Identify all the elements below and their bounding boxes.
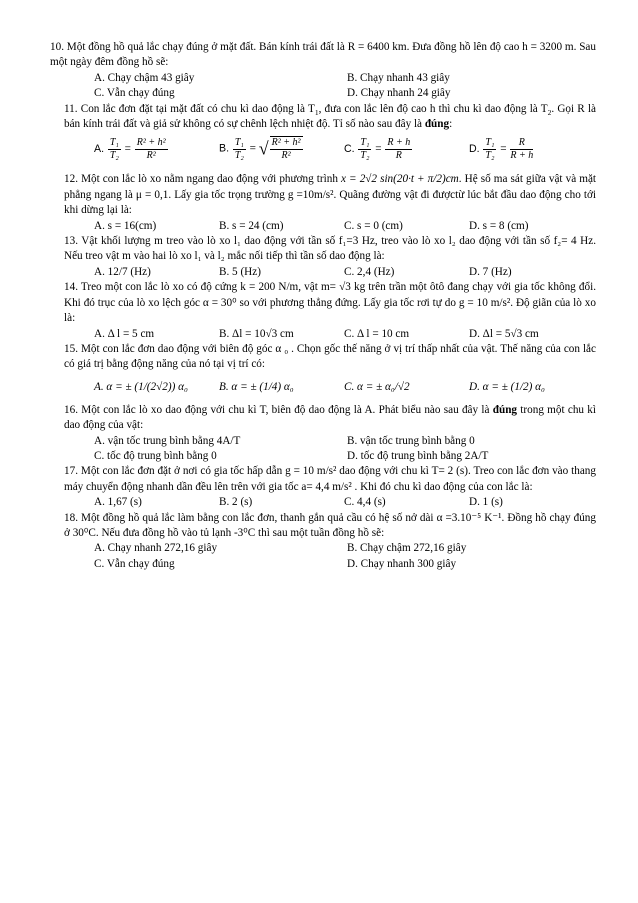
q11-d-lhs-num: T₁ — [485, 136, 495, 148]
q17-option-c[interactable]: C. 4,4 (s) — [344, 496, 386, 509]
q12-option-b[interactable]: B. s = 24 (cm) — [219, 219, 284, 232]
question-12-text-a: 12. Một con lắc lò xo nằm ngang dao động với phương trình — [64, 173, 338, 186]
question-11-options — [50, 132, 596, 166]
q10-option-a[interactable]: A. Chạy chậm 43 giây — [94, 71, 195, 84]
q11-a-rhs-num: R² + h² — [136, 136, 166, 148]
question-18 — [50, 511, 596, 542]
question-13 — [50, 234, 596, 265]
question-10-options — [50, 71, 596, 102]
q18-option-c[interactable]: C. Vẫn chạy đúng — [94, 557, 175, 570]
question-10-text: 10. Một đồng hồ quả lắc chạy đúng ở mặt đất. Bán kính trái đất là R = 6400 km. Đưa đồng hồ lên độ cao h = 3200 m. Sau một ngày đêm đồng hồ sẽ: — [50, 41, 596, 69]
q13-option-c[interactable]: C. 2,4 (Hz) — [344, 265, 395, 278]
q11-bold-word: đúng — [424, 118, 450, 131]
q11-b-rhs — [270, 136, 303, 162]
q15-option-d[interactable]: D. α = ± (1/2) α₀ — [469, 381, 545, 394]
q14-option-d[interactable]: D. Δl = 5√3 cm — [469, 327, 539, 340]
q11-a-label: A. — [94, 143, 105, 156]
q11-c-lhs-num: T₁ — [360, 136, 370, 148]
q13-option-a[interactable]: A. 12/7 (Hz) — [94, 265, 151, 278]
q11-a-lhs — [108, 137, 121, 162]
q11-a-lhs-den: T₂ — [109, 149, 119, 161]
sqrt-icon: √ — [258, 138, 269, 159]
q11-b-lhs-den: T₂ — [234, 149, 244, 161]
q17-option-b[interactable]: B. 2 (s) — [219, 496, 253, 509]
q12-option-c[interactable]: C. s = 0 (cm) — [344, 219, 403, 232]
q14-option-b[interactable]: B. Δl = 10√3 cm — [219, 327, 294, 340]
q10-option-b[interactable]: B. Chạy nhanh 43 giây — [347, 71, 450, 84]
q11-b-rhs-den: R² — [281, 150, 291, 162]
q16-option-d[interactable]: D. tốc độ trung bình bằng 2A/T — [347, 449, 489, 462]
q11-a-lhs-num: T₁ — [109, 136, 119, 148]
question-16 — [50, 403, 596, 434]
q16-option-a[interactable]: A. vận tốc trung bình bằng 4A/T — [94, 434, 241, 447]
q16-option-c[interactable]: C. tốc độ trung bình bằng 0 — [94, 449, 217, 462]
q11-sub-1: 1 — [314, 107, 319, 117]
q11-option-a[interactable]: A. $\frac{\text{T₁}}{\text{T₂}}$ = $\frac{\text{R² + h²}}{\text{R²}}$ — [94, 136, 166, 161]
q16-bold-word: đúng — [492, 403, 518, 416]
q11-b-lhs — [233, 137, 246, 162]
question-15-options — [50, 373, 596, 403]
q11-d-lhs-den: T₂ — [485, 149, 495, 161]
question-12-options — [50, 219, 596, 234]
q11-a-rhs-den: R² — [146, 149, 156, 161]
q18-option-a[interactable]: A. Chạy nhanh 272,16 giây — [94, 542, 218, 555]
question-11 — [50, 102, 596, 133]
q11-d-rhs — [510, 137, 533, 162]
q11-c-lhs-den: T₂ — [360, 149, 370, 161]
q15-option-b[interactable]: B. α = ± (1/4) α₀ — [219, 381, 294, 394]
question-17-text: 17. Một con lắc đơn đặt ở nơi có gia tốc hấp dẫn g = 10 m/s² dao động với chu kì T= 2 (s). Treo con lắc đơn vào thang máy chuyển động nhanh dần đều lên trên với gia tốc a= 4,4 m/s² . Khi đó chu kì dao động của con lắc là: — [64, 465, 596, 493]
q11-b-rhs-num: R² + h² — [271, 137, 301, 149]
question-18-options — [50, 541, 596, 572]
question-11-text-c: . Gọi R là bán kính trái đất và giả sử không có sự chênh lệch nhiệt độ. Tỉ số nào sau đây là — [64, 102, 596, 131]
q12-option-d[interactable]: D. s = 8 (cm) — [469, 219, 529, 232]
question-12-text-b: . Hệ số ma sát giữa vật và mặt phẳng ngang là μ = 0,1. Lấy gia tốc trọng trường g =10m/s². Quãng đường vật đi đượctừ lúc bắt đầu dao động cho tới khi dừng lại là: — [64, 173, 597, 217]
q10-option-d[interactable]: D. Chạy nhanh 24 giây — [347, 87, 451, 100]
q11-b-lhs-num: T₁ — [234, 136, 244, 148]
question-13-text: 13. Vật khối lượng m treo vào lò xo l₁ dao động với tần số f₁=3 Hz, treo vào lò xo l₂ dao động với tần số f₂= 4 Hz. Nếu treo vật m vào hai lò xo l₁ và l₂ mắc nối tiếp thì tần số dao động là: — [64, 235, 596, 263]
question-10 — [50, 40, 596, 71]
q18-option-d[interactable]: D. Chạy nhanh 300 giây — [347, 557, 457, 570]
q17-option-d[interactable]: D. 1 (s) — [469, 496, 503, 509]
q10-option-c[interactable]: C. Vẫn chạy đúng — [94, 87, 175, 100]
question-17 — [50, 464, 596, 495]
question-17-options — [50, 495, 596, 510]
question-15 — [50, 342, 596, 373]
q11-sub-2: 2 — [547, 107, 552, 117]
q11-option-b[interactable]: B. $\frac{\text{T₁}}{\text{T₂}}$ = √ $\frac{\text{R² + h²}}{\text{R²}}$ — [219, 136, 301, 162]
q11-d-lhs — [483, 137, 496, 162]
q11-a-rhs — [135, 137, 168, 162]
q11-option-d[interactable]: D. $\frac{\text{T₁}}{\text{T₂}}$ = $\frac{R}{R + h}$ — [469, 136, 534, 161]
q11-c-label: C. — [344, 143, 355, 156]
q11-b-label: B. — [219, 143, 230, 156]
question-14-options — [50, 327, 596, 342]
q14-option-c[interactable]: C. Δ l = 10 cm — [344, 327, 410, 340]
question-11-text-a: 11. Con lắc đơn đặt tại mặt đất có chu kì dao động là T — [64, 102, 315, 115]
q14-option-a[interactable]: A. Δ l = 5 cm — [94, 327, 155, 340]
q17-option-a[interactable]: A. 1,67 (s) — [94, 496, 142, 509]
q11-c-lhs — [358, 137, 371, 162]
question-11-text-b: , đưa con lắc lên độ cao h thì chu kì dao động là T — [318, 102, 548, 115]
question-16-options — [50, 434, 596, 465]
question-14-text: 14. Treo một con lắc lò xo có độ cứng k = 200 N/m, vật m= √3 kg trên trần một ôtô đang chạy với gia tốc không đổi. Khi đó trục của lò xo lệch góc α = 30⁰ so với phương thẳng đứng. Lấy gia tốc rơi tự do g = 10 m/s². Độ giãn của lò xo là: — [64, 281, 596, 325]
q13-option-d[interactable]: D. 7 (Hz) — [469, 265, 512, 278]
q11-option-c[interactable]: C. $\frac{\text{T₁}}{\text{T₂}}$ = $\frac{R + h}{R}$ — [344, 136, 411, 161]
q11-d-rhs-num: R — [510, 137, 533, 150]
question-13-options — [50, 265, 596, 280]
q11-c-rhs-num: R + h — [387, 136, 411, 148]
q15-option-c[interactable]: C. α = ± α₀/√2 — [344, 381, 410, 394]
q18-option-b[interactable]: B. Chạy chậm 272,16 giây — [347, 542, 467, 555]
question-14 — [50, 280, 596, 326]
question-16-text-a: 16. Một con lắc lò xo dao động với chu kì T, biên độ dao động là A. Phát biểu nào sau đây là — [64, 403, 493, 416]
q15-option-a[interactable]: A. α = ± (1/(2√2)) α₀ — [94, 381, 188, 394]
q16-option-b[interactable]: B. vận tốc trung bình bằng 0 — [347, 434, 475, 447]
q11-d-rhs-den: R + h — [510, 149, 534, 161]
question-15-text: 15. Một con lắc đơn dao động với biên độ góc α ₀ . Chọn gốc thế năng ở vị trí thấp nhất của vật. Thế năng của con lắc có giá trị bằng động năng của nó tại vị trí có: — [64, 342, 596, 371]
question-11-text-d: : — [449, 118, 453, 131]
question-16-text-b: trong một chu kì dao động của vật: — [64, 403, 597, 432]
q11-c-rhs — [385, 137, 412, 162]
question-18-text: 18. Một đồng hồ quả lắc làm bằng con lắc đơn, thanh gắn quả cầu có hệ số nở dài α =3.10⁻⁵ K⁻¹. Đồng hồ chạy đúng ở 30⁰C. Nếu đưa đồng hồ vào tủ lạnh -3⁰C thì sau một tuần đồng hồ sẽ: — [64, 511, 596, 539]
q13-option-b[interactable]: B. 5 (Hz) — [219, 265, 261, 278]
q12-option-a[interactable]: A. s = 16(cm) — [94, 219, 157, 232]
question-12 — [50, 172, 596, 218]
q11-c-rhs-den: R — [395, 149, 402, 161]
q11-d-label: D. — [469, 143, 480, 156]
q12-formula: x = 2√2 sin(20·t + π/2)cm — [341, 173, 459, 186]
